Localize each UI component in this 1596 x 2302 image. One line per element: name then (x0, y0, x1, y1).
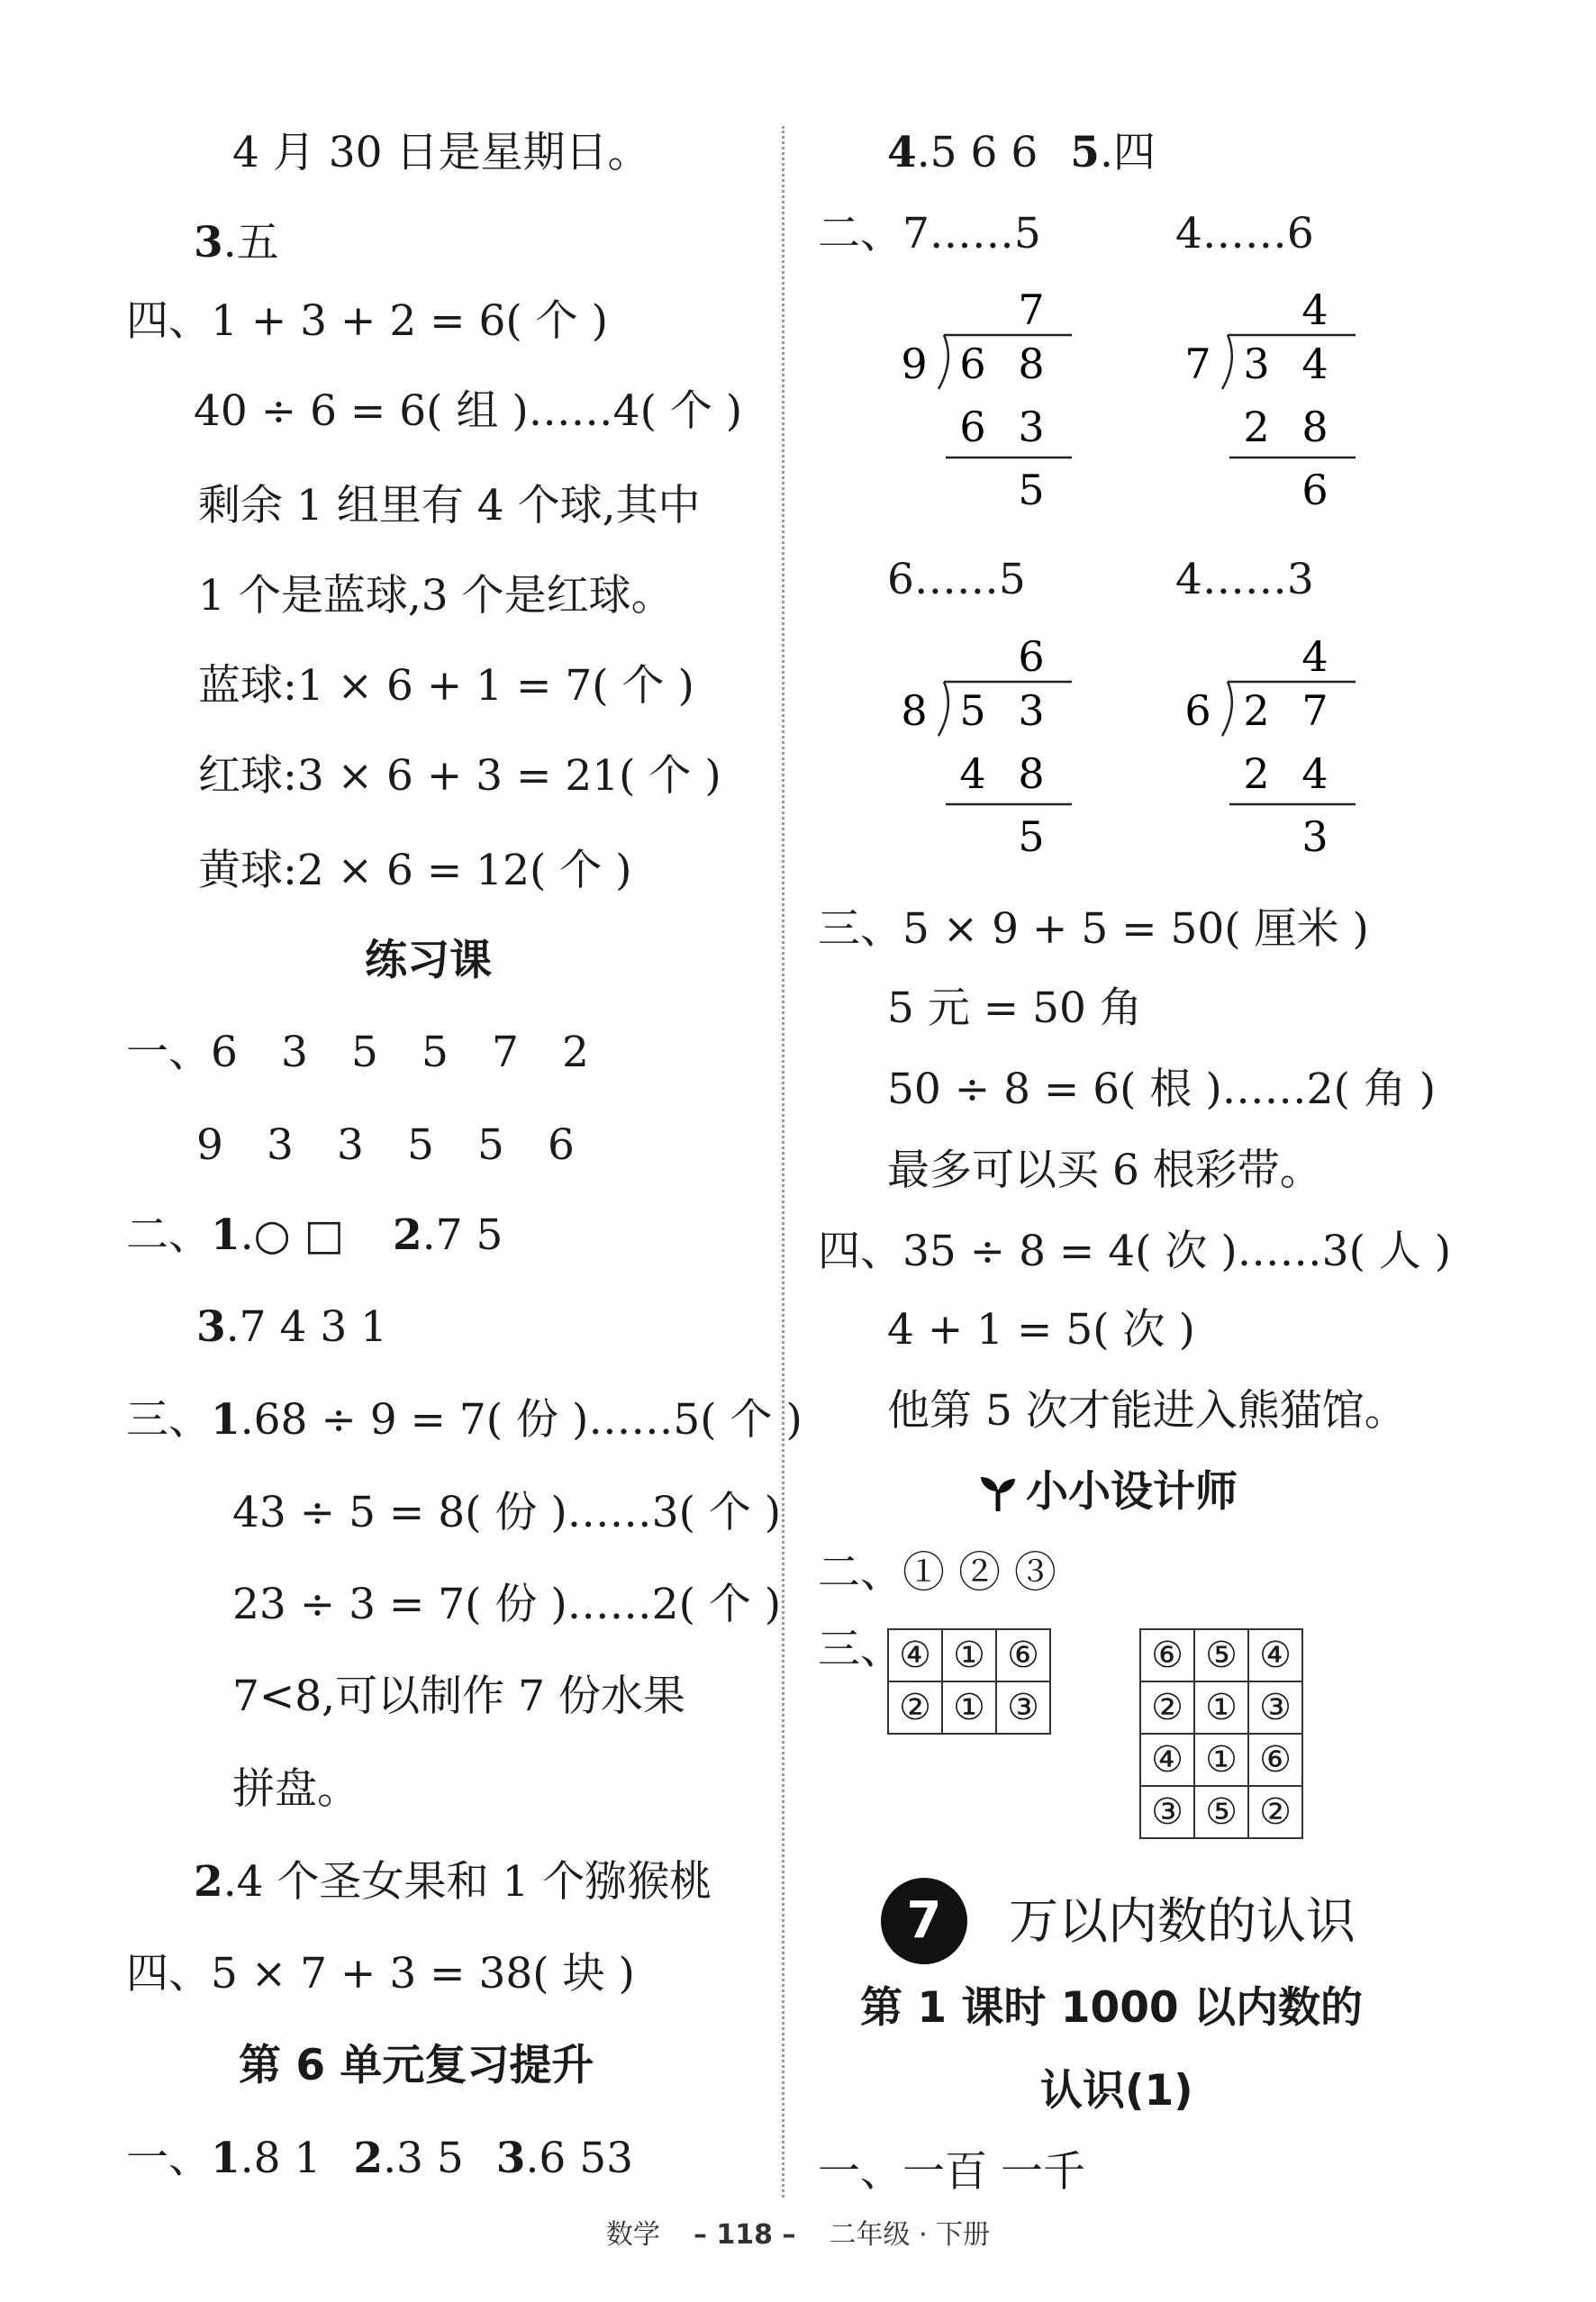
footer-subject: 数学 (605, 2219, 660, 2251)
long-division-1 (892, 279, 1090, 522)
grid-row (1140, 1681, 1302, 1734)
section-prefix: 一、 (126, 1028, 211, 1077)
division-bracket (939, 335, 948, 389)
product-digit: 4 (1301, 749, 1328, 798)
answer-text: ① ② ③ (902, 1548, 1056, 1598)
long-division-4 (1175, 626, 1374, 869)
answer-line: 剩余 1 组里有 4 个球,其中 (198, 481, 701, 530)
long-division-2 (1175, 279, 1374, 522)
divisor: 9 (901, 340, 928, 388)
section-prefix: 三、 (126, 1395, 211, 1445)
grid-cell: ③ (1140, 1786, 1194, 1838)
answer-line (818, 205, 1041, 263)
answer-line: 四、1 + 3 + 2 = 6( 个 ) (126, 296, 608, 346)
dividend-digit: 2 (1243, 686, 1270, 735)
grid-row (1140, 1734, 1302, 1786)
sprout-icon (977, 1472, 1019, 1513)
answer-line: 43 ÷ 5 = 8( 份 )……3( 个 ) (232, 1488, 782, 1537)
chapter-title: 万以内数的认识 (1009, 1892, 1356, 1950)
answer-line: 四、35 ÷ 8 = 4( 次 )……3( 人 ) (818, 1227, 1452, 1276)
answer-text: .四 (1099, 128, 1156, 177)
dividend-digit: 7 (1301, 686, 1328, 735)
grid-cell: ⑥ (1140, 1629, 1194, 1681)
answer-text: .4 个圣女果和 1 个猕猴桃 (222, 1857, 712, 1907)
divisor: 7 (1184, 340, 1211, 388)
section-prefix: 二、 (126, 1210, 211, 1260)
answer-text: .8 1 (240, 2134, 322, 2183)
answer-line: 23 ÷ 3 = 7( 份 )……2( 个 ) (232, 1580, 782, 1629)
answer-line: 6……5 (887, 555, 1026, 604)
item-number: 1 (211, 2134, 240, 2183)
grid-row (888, 1629, 1050, 1681)
grid-cell: ⑥ (1248, 1734, 1302, 1786)
grid-cell: ① (942, 1681, 996, 1734)
answer-line (196, 1299, 387, 1356)
dividend-digit: 5 (959, 686, 986, 735)
section-prefix: 一、 (126, 2134, 211, 2183)
answer-line (196, 1117, 618, 1174)
answer-text: .7 5 (422, 1210, 503, 1260)
lesson-title: 第 1 课时 1000 以内数的 (860, 1983, 1363, 2033)
grid-cell: ③ (996, 1681, 1050, 1734)
answer-value: 2 (562, 1028, 589, 1077)
item-number: 2 (393, 1210, 422, 1260)
answer-line (126, 2130, 633, 2188)
section-title-text: 小小设计师 (1026, 1467, 1238, 1517)
product-digit: 2 (1243, 749, 1270, 798)
product-digit: 4 (959, 749, 986, 798)
answer-text: .6 53 (525, 2134, 634, 2183)
answer-value: 5 (407, 1120, 434, 1170)
item-number: 5 (1070, 128, 1100, 177)
answer-value: 7 (492, 1028, 519, 1077)
grid-cell: ① (1194, 1734, 1248, 1786)
answer-value: 5 (351, 1028, 378, 1077)
answer-line (126, 1207, 503, 1264)
item-number: 3 (196, 1302, 226, 1352)
answer-text: .五 (222, 218, 279, 267)
product-digit: 6 (959, 403, 986, 451)
answer-line: 蓝球:1 × 6 + 1 = 7( 个 ) (198, 661, 694, 711)
answer-line: 50 ÷ 8 = 6( 根 )……2( 角 ) (887, 1065, 1437, 1114)
footer-grade: 二年级 · 下册 (829, 2219, 991, 2251)
dividend-digit: 4 (1301, 340, 1328, 388)
grid-cell: ⑤ (1194, 1786, 1248, 1838)
long-division-3 (892, 626, 1090, 869)
divisor: 6 (1184, 686, 1211, 735)
answer-value: 3 (267, 1120, 294, 1170)
answer-text: .68 ÷ 9 = 7( 份 )……5( 个 ) (240, 1395, 803, 1445)
answer-line: 5 元 = 50 角 (887, 983, 1142, 1033)
answer-value: 6 (548, 1120, 575, 1170)
item-number: 4 (887, 128, 917, 177)
answer-text: .○ □ (240, 1210, 344, 1260)
remainder: 5 (1018, 466, 1045, 514)
answer-text: 一百 一千 (902, 2147, 1085, 2197)
answer-line: 7<8,可以制作 7 份水果 (232, 1672, 685, 1721)
answer-text: 7……5 (902, 209, 1041, 258)
answer-line: 黄球:2 × 6 = 12( 个 ) (198, 846, 632, 895)
answer-value: 3 (337, 1120, 364, 1170)
divisor: 8 (901, 686, 928, 735)
lesson-title-cont: 认识(1) (1040, 2066, 1193, 2116)
answer-line (194, 214, 279, 272)
product-digit: 2 (1243, 403, 1270, 451)
grid-cell: ⑥ (996, 1629, 1050, 1681)
grid-cell: ② (1140, 1681, 1194, 1734)
section-prefix: 二、 (818, 1548, 902, 1598)
section-title-designer (977, 1464, 1238, 1521)
dividend-digit: 3 (1243, 340, 1270, 388)
grid-cell: ① (942, 1629, 996, 1681)
grid-row (888, 1681, 1050, 1734)
item-number: 1 (211, 1395, 240, 1445)
quotient: 6 (1018, 632, 1045, 681)
answer-line (194, 1853, 712, 1911)
answer-text: .3 5 (383, 2134, 464, 2183)
answer-line: 三、5 × 9 + 5 = 50( 厘米 ) (818, 904, 1369, 954)
answer-line (126, 1391, 803, 1449)
answer-text: .7 4 3 1 (225, 1302, 388, 1352)
answer-line: 四、5 × 7 + 3 = 38( 块 ) (126, 1949, 635, 1998)
answer-line: 1 个是蓝球,3 个是红球。 (198, 571, 674, 621)
grid-cell: ④ (1248, 1629, 1302, 1681)
answer-grid-b (1139, 1628, 1303, 1839)
quotient: 4 (1301, 632, 1328, 681)
remainder: 5 (1018, 812, 1045, 861)
answer-line: 最多可以买 6 根彩带。 (887, 1146, 1322, 1195)
remainder: 6 (1301, 466, 1328, 514)
answer-line: 4……6 (1175, 209, 1314, 258)
item-number: 3 (194, 218, 223, 267)
page-footer (0, 2212, 1596, 2252)
item-number: 2 (353, 2134, 384, 2183)
answer-line: 红球:3 × 6 + 3 = 21( 个 ) (198, 751, 721, 801)
answer-line: 三、 (818, 1625, 902, 1674)
answer-value: 9 (196, 1120, 223, 1170)
item-number: 2 (194, 1857, 223, 1907)
grid-cell: ④ (1140, 1734, 1194, 1786)
remainder: 3 (1301, 812, 1328, 861)
answer-line: 4……3 (1175, 555, 1314, 604)
quotient: 7 (1018, 285, 1045, 334)
answer-line: 拼盘。 (232, 1764, 359, 1814)
answer-value: 6 (211, 1028, 238, 1077)
answer-value: 5 (422, 1028, 449, 1077)
grid-row (1140, 1786, 1302, 1838)
answer-line: 40 ÷ 6 = 6( 组 )……4( 个 ) (194, 386, 743, 436)
dividend-digit: 3 (1018, 686, 1045, 735)
product-digit: 8 (1018, 749, 1045, 798)
answer-line (887, 124, 1156, 182)
chapter-number-badge: 7 (881, 1878, 967, 1964)
grid-cell: ③ (1248, 1681, 1302, 1734)
answer-line (126, 1024, 632, 1082)
answer-line (818, 1545, 1056, 1602)
grid-cell: ② (1248, 1786, 1302, 1838)
answer-grid-a (887, 1628, 1051, 1735)
dividend-digit: 8 (1018, 340, 1045, 388)
section-title-review: 第 6 单元复习提升 (239, 2041, 594, 2090)
division-bracket (939, 682, 948, 736)
answer-line: 4 月 30 日是星期日。 (232, 128, 650, 177)
grid-cell: ② (888, 1681, 942, 1734)
section-prefix: 二、 (818, 209, 902, 258)
answer-text: .5 6 6 (916, 128, 1038, 177)
column-divider (782, 126, 784, 2198)
answer-line: 4 + 1 = 5( 次 ) (887, 1305, 1195, 1355)
answer-value: 5 (477, 1120, 504, 1170)
item-number: 3 (495, 2134, 526, 2183)
item-number: 1 (211, 1210, 240, 1260)
answer-line: 他第 5 次才能进入熊猫馆。 (887, 1386, 1407, 1436)
grid-cell: ① (1194, 1681, 1248, 1734)
grid-cell: ④ (888, 1629, 942, 1681)
division-bracket (1222, 335, 1232, 389)
answer-line (818, 2143, 1085, 2201)
grid-cell: ⑤ (1194, 1629, 1248, 1681)
product-digit: 8 (1301, 403, 1328, 451)
quotient: 4 (1301, 285, 1328, 334)
grid-row (1140, 1629, 1302, 1681)
product-digit: 3 (1018, 403, 1045, 451)
division-bracket (1222, 682, 1232, 736)
section-title-practice: 练习课 (365, 936, 492, 985)
dividend-digit: 6 (959, 340, 986, 388)
page-number: – 118 – (693, 2219, 796, 2251)
answer-value: 3 (281, 1028, 308, 1077)
section-prefix: 一、 (818, 2147, 902, 2197)
